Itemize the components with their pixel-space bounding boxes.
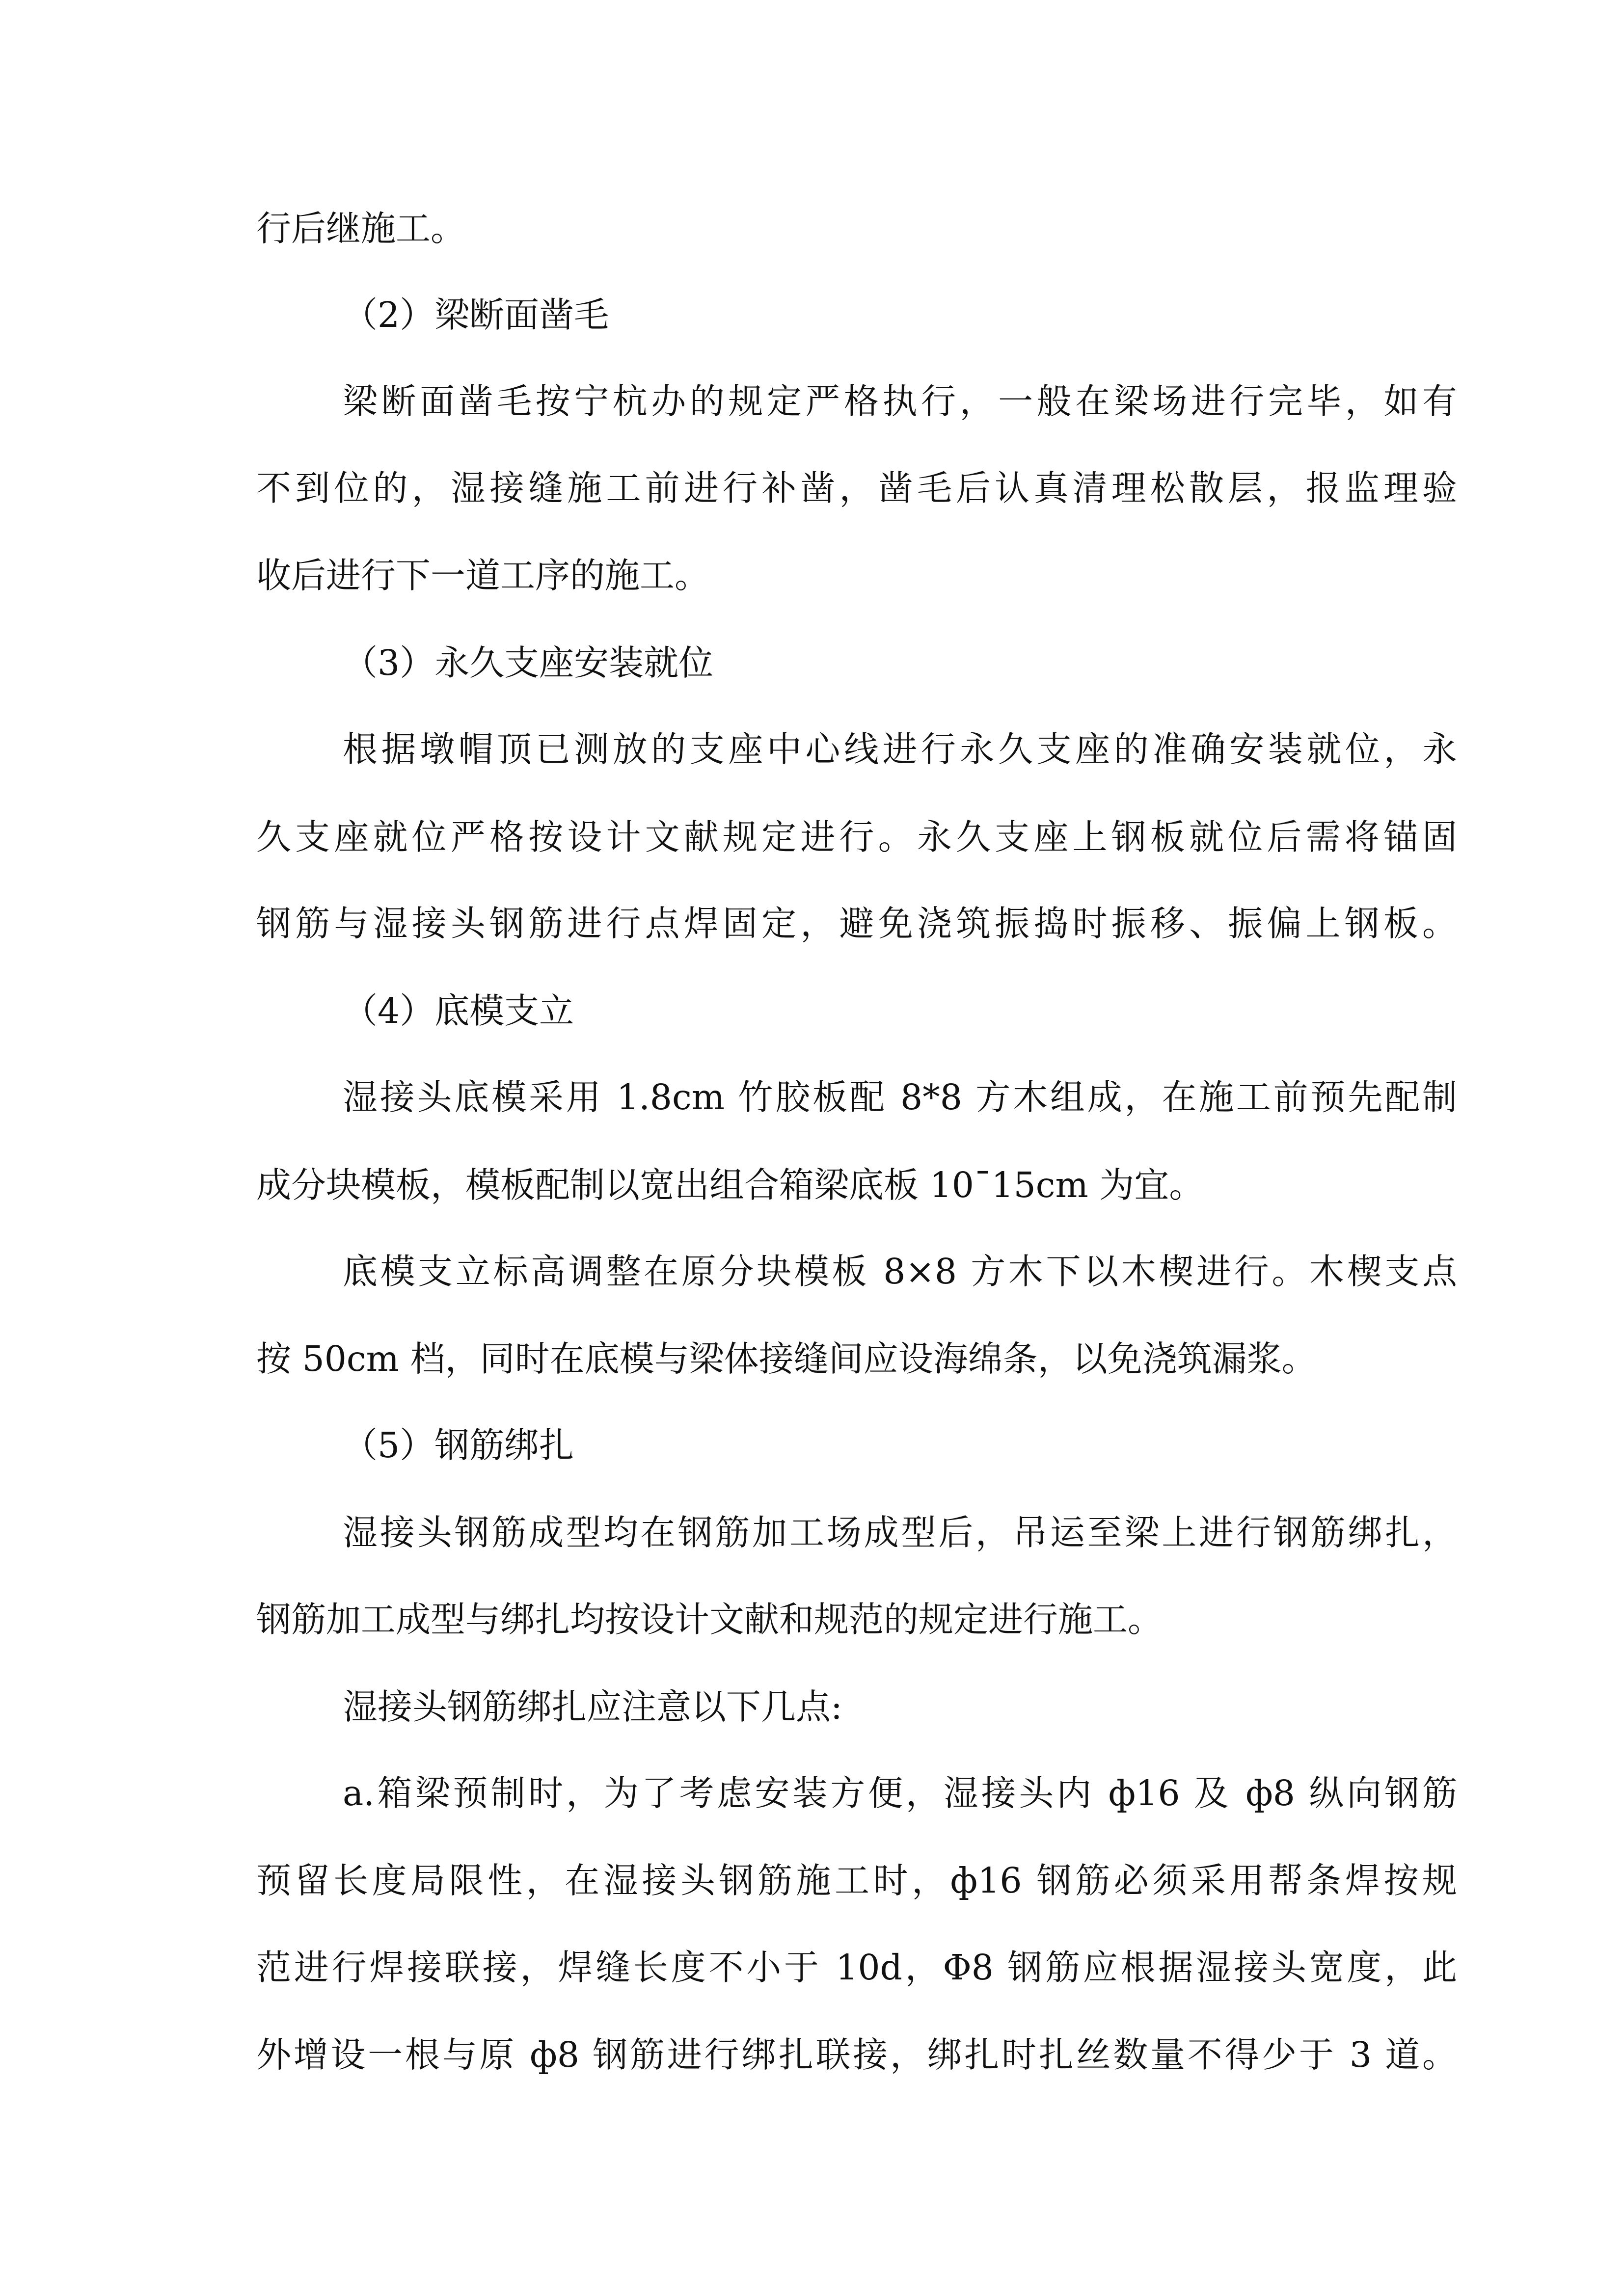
paragraph-line: 按 50cm 档，同时在底模与梁体接缝间应设海绵条，以免浇筑漏浆。: [256, 1338, 1317, 1379]
paragraph-line: 根据墩帽顶已测放的支座中心线进行永久支座的准确安装就位，永: [343, 729, 1457, 770]
list-item: a.箱梁预制时，为了考虑安装方便，湿接头内 ф16 及 ф8 纵向钢筋: [343, 1773, 1457, 1814]
section-heading: （4）底模支立: [343, 990, 574, 1031]
paragraph-line: 不到位的，湿接缝施工前进行补凿，凿毛后认真清理松散层，报监理验: [256, 468, 1457, 508]
paragraph-line: 外增设一根与原 ф8 钢筋进行绑扎联接，绑扎时扎丝数量不得少于 3 道。: [256, 2034, 1457, 2075]
section-heading: （5）钢筋绑扎: [343, 1425, 574, 1466]
paragraph-line: 成分块模板，模板配制以宽出组合箱梁底板 10¯15cm 为宜。: [256, 1165, 1204, 1205]
paragraph-line: 久支座就位严格按设计文献规定进行。永久支座上钢板就位后需将锚固: [256, 817, 1457, 857]
paragraph-line: 梁断面凿毛按宁杭办的规定严格执行，一般在梁场进行完毕，如有: [343, 381, 1457, 422]
paragraph-line: 底模支立标高调整在原分块模板 8×8 方木下以木楔进行。木楔支点: [343, 1251, 1457, 1292]
paragraph-line: 预留长度局限性，在湿接头钢筋施工时，ф16 钢筋必须采用帮条焊按规: [256, 1860, 1457, 1901]
section-heading: （3）永久支座安装就位: [343, 642, 714, 683]
section-heading: （2）梁断面凿毛: [343, 294, 609, 335]
paragraph-line: 湿接头底模采用 1.8cm 竹胶板配 8*8 方木组成，在施工前预先配制: [343, 1077, 1457, 1118]
paragraph-line: 收后进行下一道工序的施工。: [256, 555, 710, 596]
paragraph-line: 湿接头钢筋绑扎应注意以下几点:: [343, 1686, 842, 1727]
paragraph-line: 范进行焊接联接，焊缝长度不小于 10d，Φ8 钢筋应根据湿接头宽度，此: [256, 1947, 1457, 1988]
paragraph-line: 行后继施工。: [256, 208, 466, 249]
paragraph-line: 钢筋与湿接头钢筋进行点焊固定，避免浇筑振捣时振移、振偏上钢板。: [256, 903, 1457, 944]
paragraph-line: 钢筋加工成型与绑扎均按设计文献和规范的规定进行施工。: [256, 1599, 1163, 1640]
paragraph-line: 湿接头钢筋成型均在钢筋加工场成型后，吊运至梁上进行钢筋绑扎，: [343, 1512, 1457, 1553]
